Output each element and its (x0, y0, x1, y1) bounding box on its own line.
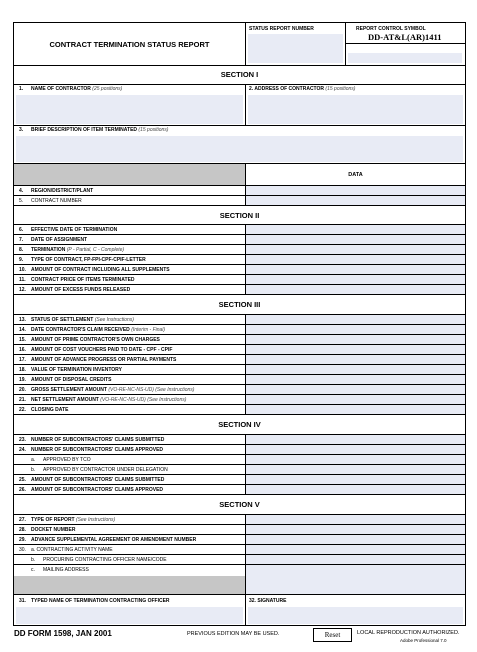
mailing-address-input[interactable] (246, 565, 465, 594)
item-30c-row: c. MAILING ADDRESS (14, 565, 465, 595)
item-label: 18. VALUE OF TERMINATION INVENTORY (19, 367, 122, 373)
item-value-input[interactable] (246, 225, 465, 234)
item-label-cell (14, 265, 246, 274)
contract-number-input[interactable] (246, 196, 465, 205)
region-district-plant-input[interactable] (246, 186, 465, 195)
item-label: 22. CLOSING DATE (19, 407, 69, 413)
previous-edition-note: PREVIOUS EDITION MAY BE USED. (187, 631, 280, 637)
item-23-row: 23. NUMBER OF SUBCONTRACTORS' CLAIMS SUBMITTED (14, 435, 465, 445)
item-row (14, 275, 465, 285)
status-report-number-field[interactable] (246, 23, 346, 65)
item-26-row: 26. AMOUNT OF SUBCONTRACTORS' CLAIMS APPROVED (14, 485, 465, 495)
item-value-input[interactable] (246, 375, 465, 384)
amount-claims-approved-input[interactable] (246, 485, 465, 494)
item-label: 19. AMOUNT OF DISPOSAL CREDITS (19, 377, 112, 383)
item-row (14, 265, 465, 275)
supplemental-agreement-input[interactable] (246, 535, 465, 544)
item-3-row[interactable]: 3. BRIEF DESCRIPTION OF ITEM TERMINATED (15 positions) (14, 126, 465, 164)
type-of-report-input[interactable] (246, 515, 465, 524)
item-row (14, 225, 465, 235)
item-value-input[interactable] (246, 395, 465, 404)
typed-name-input[interactable] (16, 607, 243, 624)
item-row (14, 325, 465, 335)
data-header-row (14, 164, 465, 186)
item-30a-row: 30. a. CONTRACTING ACTIVITY NAME (14, 545, 465, 555)
subcontractor-claims-approved-input[interactable] (246, 445, 465, 454)
item-label: 13. STATUS OF SETTLEMENT (See Instructions) (19, 317, 134, 323)
item-label-cell (14, 405, 246, 414)
item-row (14, 235, 465, 245)
item-value-input[interactable] (246, 265, 465, 274)
item-row (14, 255, 465, 265)
item-label: 12. AMOUNT OF EXCESS FUNDS RELEASED (19, 287, 131, 293)
report-control-symbol-box (346, 23, 465, 65)
contracting-activity-name-input[interactable] (246, 545, 465, 554)
form-id: DD FORM 1598, JAN 2001 (14, 629, 112, 638)
item-29-row: 29. ADVANCE SUPPLEMENTAL AGREEMENT OR AMENDMENT NUMBER (14, 535, 465, 545)
reset-button[interactable]: Reset (313, 628, 352, 642)
item-label-cell (14, 355, 246, 364)
date-input[interactable] (348, 53, 462, 63)
item-4-row: 4. REGION/DISTRICT/PLANT (14, 186, 465, 196)
subcontractor-claims-submitted-input[interactable] (246, 435, 465, 444)
item-value-input[interactable] (246, 245, 465, 254)
item-row (14, 385, 465, 395)
item-row (14, 405, 465, 415)
form-title: CONTRACT TERMINATION STATUS REPORT (14, 23, 246, 65)
item-24-row: 24. NUMBER OF SUBCONTRACTORS' CLAIMS APPROVED (14, 445, 465, 455)
item-27-row: 27. TYPE OF REPORT (See Instructions) (14, 515, 465, 525)
item-value-input[interactable] (246, 405, 465, 414)
section-2-title: SECTION II (14, 206, 465, 225)
item-label: 15. AMOUNT OF PRIME CONTRACTOR'S OWN CHARGES (19, 337, 160, 343)
item-value-input[interactable] (246, 385, 465, 394)
item-label: 20. GROSS SETTLEMENT AMOUNT (VO-RE-NC-NS-UD) (See Instructions) (19, 387, 195, 393)
procuring-officer-input[interactable] (246, 555, 465, 564)
item-1-name-of-contractor[interactable]: 1. NAME OF CONTRACTOR (25 positions) (14, 85, 246, 125)
termination-status-form (13, 22, 466, 626)
item-label-cell (14, 225, 246, 234)
item-label-cell (14, 395, 246, 404)
item-1-2-row (14, 85, 465, 126)
item-label-cell (14, 275, 246, 284)
section-4-title: SECTION IV (14, 415, 465, 435)
approved-by-contractor-input[interactable] (246, 465, 465, 474)
adobe-version: Adobe Professional 7.0 (400, 638, 447, 643)
status-report-number-input[interactable] (248, 34, 343, 63)
item-24a-row: a. APPROVED BY TCO (14, 455, 465, 465)
item-31-typed-name[interactable]: 31. TYPED NAME OF TERMINATION CONTRACTING OFFICER (14, 595, 246, 625)
item-label-cell (14, 365, 246, 374)
item-value-input[interactable] (246, 365, 465, 374)
item-value-input[interactable] (246, 355, 465, 364)
docket-number-input[interactable] (246, 525, 465, 534)
item-label: 7. DATE OF ASSIGNMENT (19, 237, 88, 243)
contractor-address-input[interactable] (248, 95, 463, 124)
item-label-cell (14, 235, 246, 244)
report-control-symbol-label: REPORT CONTROL SYMBOL (356, 26, 426, 32)
item-label-cell (14, 255, 246, 264)
item-value-input[interactable] (246, 255, 465, 264)
signature-input[interactable] (248, 607, 463, 624)
item-value-input[interactable] (246, 285, 465, 294)
section-5-title: SECTION V (14, 495, 465, 515)
item-label-cell (14, 285, 246, 294)
item-30b-row: b. PROCURING CONTRACTING OFFICER NAME/CODE (14, 555, 465, 565)
amount-claims-submitted-input[interactable] (246, 475, 465, 484)
item-row (14, 335, 465, 345)
item-value-input[interactable] (246, 345, 465, 354)
item-value-input[interactable] (246, 315, 465, 324)
item-label-cell (14, 315, 246, 324)
item-row (14, 365, 465, 375)
item-value-input[interactable] (246, 235, 465, 244)
item-row (14, 245, 465, 255)
item-row (14, 345, 465, 355)
item-row (14, 315, 465, 325)
item-label: 6. EFFECTIVE DATE OF TERMINATION (19, 227, 118, 233)
shaded-block (14, 164, 246, 185)
item-25-row: 25. AMOUNT OF SUBCONTRACTORS' CLAIMS SUBMITTED (14, 475, 465, 485)
item-31-32-row (14, 595, 465, 625)
item-value-input[interactable] (246, 335, 465, 344)
data-column-header: DATA (348, 171, 363, 178)
item-label: 10. AMOUNT OF CONTRACT INCLUDING ALL SUPPLEMENTS (19, 267, 170, 273)
contractor-name-input[interactable] (16, 95, 243, 124)
item-label-cell (14, 335, 246, 344)
item-label-cell (14, 345, 246, 354)
item-row (14, 375, 465, 385)
item-32-signature[interactable]: 32. SIGNATURE (246, 595, 465, 625)
item-label: 9. TYPE OF CONTRACT, FP-FPI-CPF-CPIF-LETTER (19, 257, 146, 263)
approved-by-tco-input[interactable] (246, 455, 465, 464)
item-label: 16. AMOUNT OF COST VOUCHERS PAID TO DATE - CPF - CPIF (19, 347, 173, 353)
item-2-address-of-contractor[interactable]: 2. ADDRESS OF CONTRACTOR (15 positions) (246, 85, 465, 125)
local-reproduction-note: LOCAL REPRODUCTION AUTHORIZED. (357, 630, 460, 636)
item-label: 11. CONTRACT PRICE OF ITEMS TERMINATED (19, 277, 135, 283)
item-row (14, 395, 465, 405)
status-report-number-label: STATUS REPORT NUMBER (249, 26, 314, 32)
item-row (14, 285, 465, 295)
item-label-cell (14, 375, 246, 384)
item-label-cell (14, 385, 246, 394)
item-label-cell (14, 325, 246, 334)
item-label: 8. TERMINATION (P - Partial, C - Complete) (19, 247, 125, 253)
shaded-block-mailing (14, 576, 245, 594)
item-24b-row: b. APPROVED BY CONTRACTOR UNDER DELEGATION (14, 465, 465, 475)
form-header (14, 23, 465, 66)
item-label-cell (14, 245, 246, 254)
item-5-row: 5. CONTRACT NUMBER (14, 196, 465, 206)
item-row (14, 355, 465, 365)
section-1-title: SECTION I (14, 65, 465, 85)
item-28-row: 28. DOCKET NUMBER (14, 525, 465, 535)
section-3-title: SECTION III (14, 295, 465, 315)
item-label: 17. AMOUNT OF ADVANCE PROGRESS OR PARTIAL PAYMENTS (19, 357, 177, 363)
item-value-input[interactable] (246, 325, 465, 334)
item-description-input[interactable] (16, 136, 463, 162)
item-label: 14. DATE CONTRACTOR'S CLAIM RECEIVED (Interim - Final) (19, 327, 166, 333)
item-label: 21. NET SETTLEMENT AMOUNT (VO-RE-NC-NS-UD) (See Instructions) (19, 397, 187, 403)
report-control-symbol-value: DD-AT&L(AR)1411 (368, 32, 442, 42)
item-value-input[interactable] (246, 275, 465, 284)
